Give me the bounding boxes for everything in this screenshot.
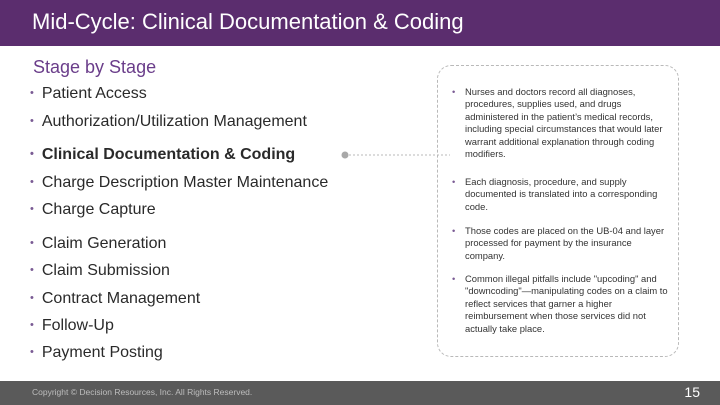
stage-label: Claim Submission bbox=[41, 262, 170, 279]
footer-bar bbox=[0, 381, 720, 405]
callout-note bbox=[452, 86, 674, 160]
bullet-icon: • bbox=[30, 264, 34, 276]
stage-item-claim-generation bbox=[30, 235, 166, 253]
bullet-icon: • bbox=[452, 273, 456, 284]
stage-label: Clinical Documentation & Coding bbox=[41, 146, 296, 163]
stage-item-payment-posting bbox=[30, 344, 163, 362]
callout-note bbox=[452, 273, 674, 335]
slide-title: Mid-Cycle: Clinical Documentation & Coding bbox=[32, 9, 464, 34]
bullet-icon: • bbox=[30, 203, 34, 215]
callout-connector bbox=[340, 150, 450, 160]
callout-note bbox=[452, 225, 674, 262]
stage-item-follow-up bbox=[30, 317, 114, 335]
stage-label: Claim Generation bbox=[41, 235, 167, 252]
callout-note-text: Each diagnosis, procedure, and supply documented is translated into a corresponding code. bbox=[465, 176, 658, 212]
callout-note bbox=[452, 176, 674, 213]
stage-label: Follow-Up bbox=[41, 317, 114, 334]
bullet-icon: • bbox=[30, 148, 34, 160]
callout-note-text: Common illegal pitfalls include "upcoding" and "downcoding"—manipulating codes on a claim to reflect services that garner a higher reimbursement when those services did not actually take place. bbox=[465, 273, 668, 334]
bullet-icon: • bbox=[30, 346, 34, 358]
bullet-icon: • bbox=[30, 237, 34, 249]
stage-label: Contract Management bbox=[41, 290, 201, 307]
stage-item-patient-access bbox=[30, 85, 147, 103]
connector-dot-icon bbox=[342, 152, 349, 159]
stage-item-charge-capture bbox=[30, 201, 156, 219]
stage-item-claim-submission bbox=[30, 262, 170, 280]
bullet-icon: • bbox=[30, 115, 34, 127]
stage-item-contract-management bbox=[30, 290, 200, 308]
copyright-text: Copyright © Decision Resources, Inc. All Rights Reserved. bbox=[32, 387, 253, 397]
bullet-icon: • bbox=[452, 225, 456, 236]
stage-item-clinical-documentation bbox=[30, 146, 295, 164]
bullet-icon: • bbox=[452, 86, 456, 97]
stage-item-authorization bbox=[30, 113, 307, 131]
bullet-icon: • bbox=[30, 319, 34, 331]
title-bar bbox=[0, 0, 720, 46]
bullet-icon: • bbox=[30, 176, 34, 188]
bullet-icon: • bbox=[30, 87, 34, 99]
bullet-icon: • bbox=[30, 292, 34, 304]
page-number: 15 bbox=[684, 384, 700, 400]
stage-label: Patient Access bbox=[41, 85, 147, 102]
stage-label: Charge Capture bbox=[41, 201, 156, 218]
callout-note-text: Those codes are placed on the UB-04 and layer processed for payment by the insurance company. bbox=[465, 225, 665, 261]
stage-label: Authorization/Utilization Management bbox=[41, 113, 307, 130]
stage-label: Charge Description Master Maintenance bbox=[41, 174, 329, 191]
bullet-icon: • bbox=[452, 176, 456, 187]
slide-subtitle: Stage by Stage bbox=[33, 57, 157, 77]
callout-note-text: Nurses and doctors record all diagnoses, procedures, supplies used, and drugs administered in the patient’s medical records, including special circumstances that would later warrant additional explanation through coding modifiers. bbox=[465, 86, 663, 160]
stage-item-charge-description bbox=[30, 174, 328, 192]
stage-label: Payment Posting bbox=[41, 344, 163, 361]
